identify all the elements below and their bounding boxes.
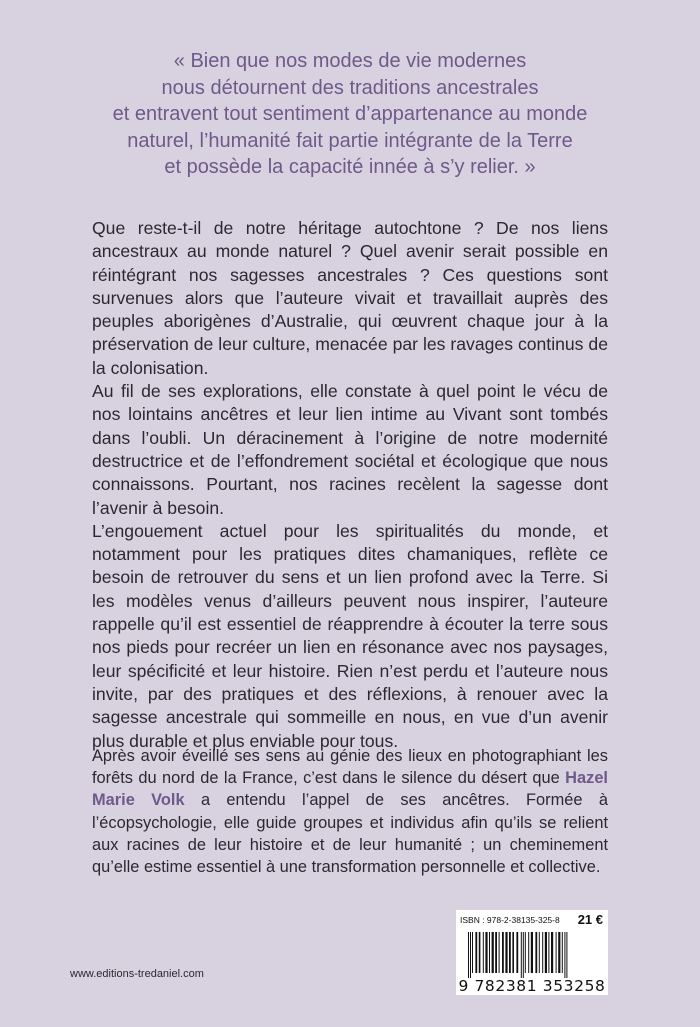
barcode-bar xyxy=(472,932,473,973)
barcode-bar xyxy=(542,932,543,973)
barcode-bar xyxy=(521,932,522,978)
barcode-bar xyxy=(562,932,563,973)
barcode-bar xyxy=(523,932,524,978)
barcode-bar xyxy=(564,932,565,978)
barcode-bar xyxy=(548,932,549,973)
barcode-bar xyxy=(516,932,518,973)
barcode-bar xyxy=(470,932,471,978)
barcode-bar xyxy=(531,932,533,973)
barcode-bar xyxy=(512,932,514,973)
barcode-bar xyxy=(525,932,526,973)
barcode-bar xyxy=(468,932,469,978)
bio-text-after: a entendu l’appel de ses ancêtres. Formée à l’écopsychologie, elle guide groupes et individus afin qu’ils se relient aux racines de leur histoire et de leur humanité ; un cheminement qu’elle estime essentiel à une transformation personnelle et collective. xyxy=(92,791,608,877)
quote-line: naturel, l’humanité fait partie intégrante de la Terre xyxy=(127,129,573,152)
barcode-bar xyxy=(556,932,557,973)
barcode-panel xyxy=(456,910,608,995)
barcode-bar xyxy=(528,932,529,973)
barcode-bar xyxy=(539,932,540,973)
barcode-bar xyxy=(485,932,487,973)
barcode-bar xyxy=(545,932,547,973)
barcode-bar xyxy=(495,932,497,973)
book-description xyxy=(92,217,608,753)
description-paragraph: Au fil de ses explorations, elle constate à quel point le vécu de nos lointains ancêtres et leur lien intime au Vivant sont tombés dans l’oubli. Un déracinement à l’origine de notre modernité destructrice et de l’effondrement sociétal et écologique que nous connaissons. Pourtant, nos racines recèlent la sagesse dont l’avenir à besoin. xyxy=(92,381,608,518)
barcode-bar xyxy=(535,932,537,973)
quote-line: et entravent tout sentiment d’appartenance au monde xyxy=(112,103,588,125)
barcode-bar xyxy=(505,932,507,973)
isbn-number: ISBN : 978-2-38135-325-8 xyxy=(460,915,560,925)
barcode-bar xyxy=(483,932,484,973)
description-paragraph: L’engouement actuel pour les spiritualités du monde, et notamment pour les pratiques dites chamaniques, reflète ce besoin de retrouver du sens et un lien profond avec la Terre. Si les modèles venus d’ailleurs peuvent nous inspirer, l’auteure rappelle qu’il est essentiel de réapprendre à écouter la terre sous nos pieds pour recréer un lien en résonance avec nos paysages, leur spécificité et leur histoire. Rien n’est perdu et l’auteure nous invite, par des pratiques et des réflexions, à renouer avec la sagesse ancestrale qui sommeille en nous, en vue d’un avenir plus durable et plus enviable pour tous. xyxy=(92,520,608,751)
price-label: 21 € xyxy=(577,912,603,927)
quote-line: et possède la capacité innée à s’y relier. » xyxy=(164,156,536,178)
quote-line: « Bien que nos modes de vie modernes xyxy=(173,50,527,72)
barcode-bar xyxy=(492,932,494,973)
barcode-bar xyxy=(479,932,481,973)
barcode-bar xyxy=(509,932,511,973)
barcode-bar xyxy=(566,932,567,978)
quote-line: nous détournent des traditions ancestrales xyxy=(161,76,539,99)
barcode-bar xyxy=(502,932,504,973)
barcode-bar xyxy=(499,932,500,973)
barcode-bar xyxy=(489,932,490,973)
author-name: Hazel Marie Volk xyxy=(92,769,608,810)
barcode-bar xyxy=(558,932,560,973)
back-cover-quote xyxy=(100,48,600,181)
publisher-website: www.editions-tredaniel.com xyxy=(70,968,204,980)
bio-text-before: Après avoir éveillé ses sens au génie des lieux en photographiant les forêts du nord de la France, c’est dans le silence du désert que xyxy=(92,747,608,788)
description-paragraph: Que reste-t-il de notre héritage autochtone ? De nos liens ancestraux au monde naturel ? Quel avenir serait possible en réintégrant nos sagesses ancestrales ? Ces questions sont survenues alors que l’auteure vivait et travaillait auprès des peuples aborigènes d’Australie, qui œuvrent chaque jour à la préservation de leur culture, menacée par les ravages continus de la colonisation. xyxy=(92,218,608,378)
barcode-bar xyxy=(551,932,553,973)
barcode-digits: 9 782381 353258 xyxy=(458,977,606,995)
author-bio-text xyxy=(92,745,608,878)
author-bio xyxy=(92,745,608,878)
barcode-bar xyxy=(475,932,477,973)
barcode-bars xyxy=(468,932,600,978)
